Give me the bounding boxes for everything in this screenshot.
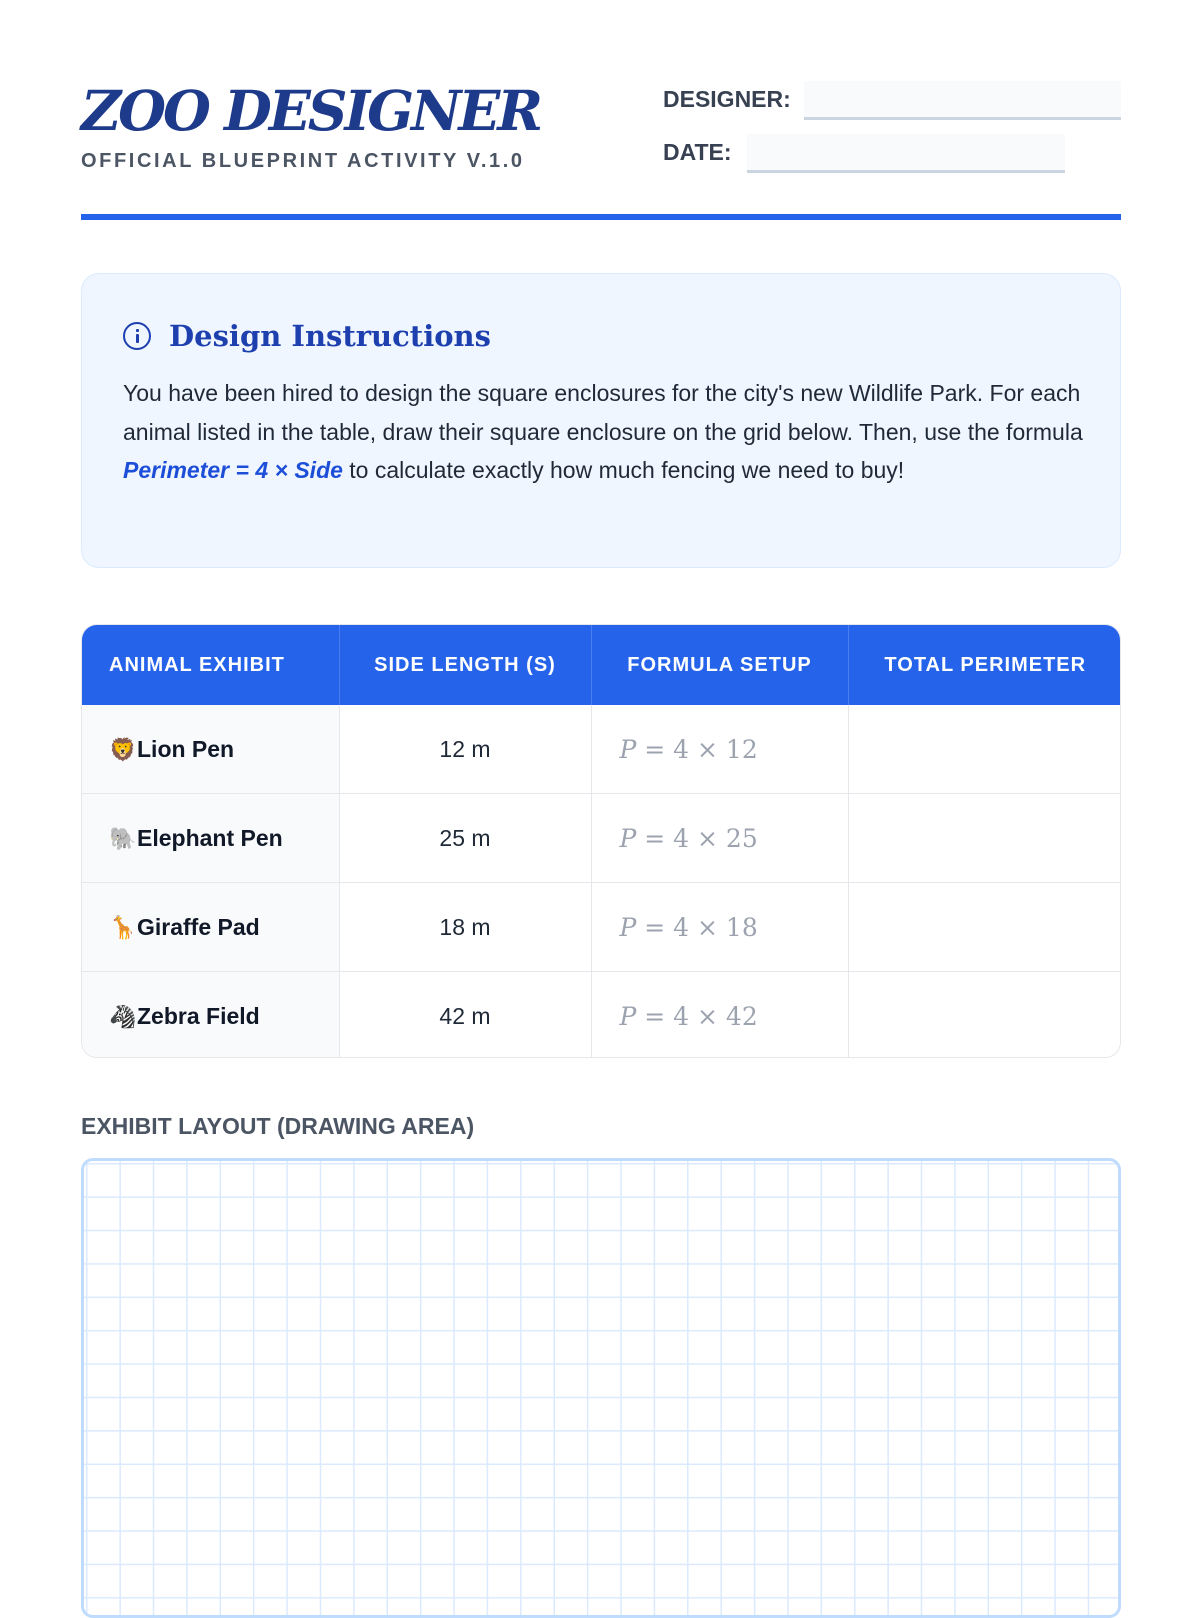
instructions-text — [123, 374, 1083, 490]
instructions-panel — [81, 273, 1121, 568]
animal-cell — [82, 794, 339, 883]
formula-variable: P — [619, 1001, 637, 1031]
formula-expression: = 4 × 42 — [636, 1001, 758, 1031]
animal-name: Elephant Pen — [137, 824, 283, 851]
instructions-title: Design Instructions — [169, 319, 491, 353]
zebra-icon: 🦓 — [109, 1003, 137, 1029]
total-perimeter-input[interactable] — [848, 883, 1121, 972]
lion-icon: 🦁 — [109, 736, 137, 762]
column-header-setup: FORMULA SETUP — [591, 625, 848, 705]
animal-cell — [82, 883, 339, 972]
animal-name: Lion Pen — [137, 735, 235, 762]
formula-variable: P — [619, 734, 637, 764]
formula-variable: P — [619, 823, 637, 853]
table-header-row — [82, 625, 1121, 705]
column-header-animal: ANIMAL EXHIBIT — [82, 625, 339, 705]
drawing-grid[interactable] — [81, 1158, 1121, 1618]
instructions-text-start: You have been hired to design the square enclosures for the city's new Wildlife Park. For each animal listed in the table, draw their square enclosure on the grid below. Then, use the formula — [123, 380, 1083, 445]
side-length-cell: 12 m — [339, 705, 591, 794]
animal-name: Giraffe Pad — [137, 913, 260, 940]
exhibit-table — [81, 624, 1121, 1058]
worksheet-page — [81, 0, 1121, 1139]
table-row — [82, 705, 1121, 794]
table-row — [82, 883, 1121, 972]
animal-cell — [82, 705, 339, 794]
formula-setup-cell — [591, 705, 848, 794]
designer-field[interactable] — [804, 81, 1121, 120]
formula-setup-cell — [591, 883, 848, 972]
formula-setup-cell — [591, 794, 848, 883]
date-field[interactable] — [747, 134, 1065, 173]
info-icon — [123, 322, 151, 350]
page-title: ZOO DESIGNER — [81, 78, 541, 143]
giraffe-icon: 🦒 — [109, 914, 137, 940]
header-divider — [81, 214, 1121, 220]
table-row — [82, 972, 1121, 1059]
total-perimeter-input[interactable] — [848, 705, 1121, 794]
formula-variable: P — [619, 912, 637, 942]
instructions-header — [123, 319, 491, 353]
table-row — [82, 794, 1121, 883]
instructions-text-end: to calculate exactly how much fencing we need to buy! — [342, 457, 905, 483]
animal-cell — [82, 972, 339, 1059]
designer-label: DESIGNER: — [663, 86, 791, 112]
elephant-icon: 🐘 — [109, 825, 137, 851]
formula-expression: = 4 × 25 — [636, 823, 758, 853]
side-length-cell: 25 m — [339, 794, 591, 883]
column-header-total: TOTAL PERIMETER — [848, 625, 1121, 705]
side-length-cell: 18 m — [339, 883, 591, 972]
formula-expression: = 4 × 18 — [636, 912, 758, 942]
page-subtitle: OFFICIAL BLUEPRINT ACTIVITY V.1.0 — [81, 150, 525, 172]
drawing-area-label: EXHIBIT LAYOUT (DRAWING AREA) — [81, 1113, 475, 1139]
formula-expression: = 4 × 12 — [636, 734, 758, 764]
total-perimeter-input[interactable] — [848, 972, 1121, 1059]
animal-name: Zebra Field — [137, 1002, 260, 1029]
side-length-cell: 42 m — [339, 972, 591, 1059]
header — [81, 0, 1121, 220]
date-label: DATE: — [663, 139, 732, 165]
total-perimeter-input[interactable] — [848, 794, 1121, 883]
column-header-side: SIDE LENGTH (S) — [339, 625, 591, 705]
perimeter-formula: Perimeter = 4 × Side — [123, 457, 343, 483]
formula-setup-cell — [591, 972, 848, 1059]
